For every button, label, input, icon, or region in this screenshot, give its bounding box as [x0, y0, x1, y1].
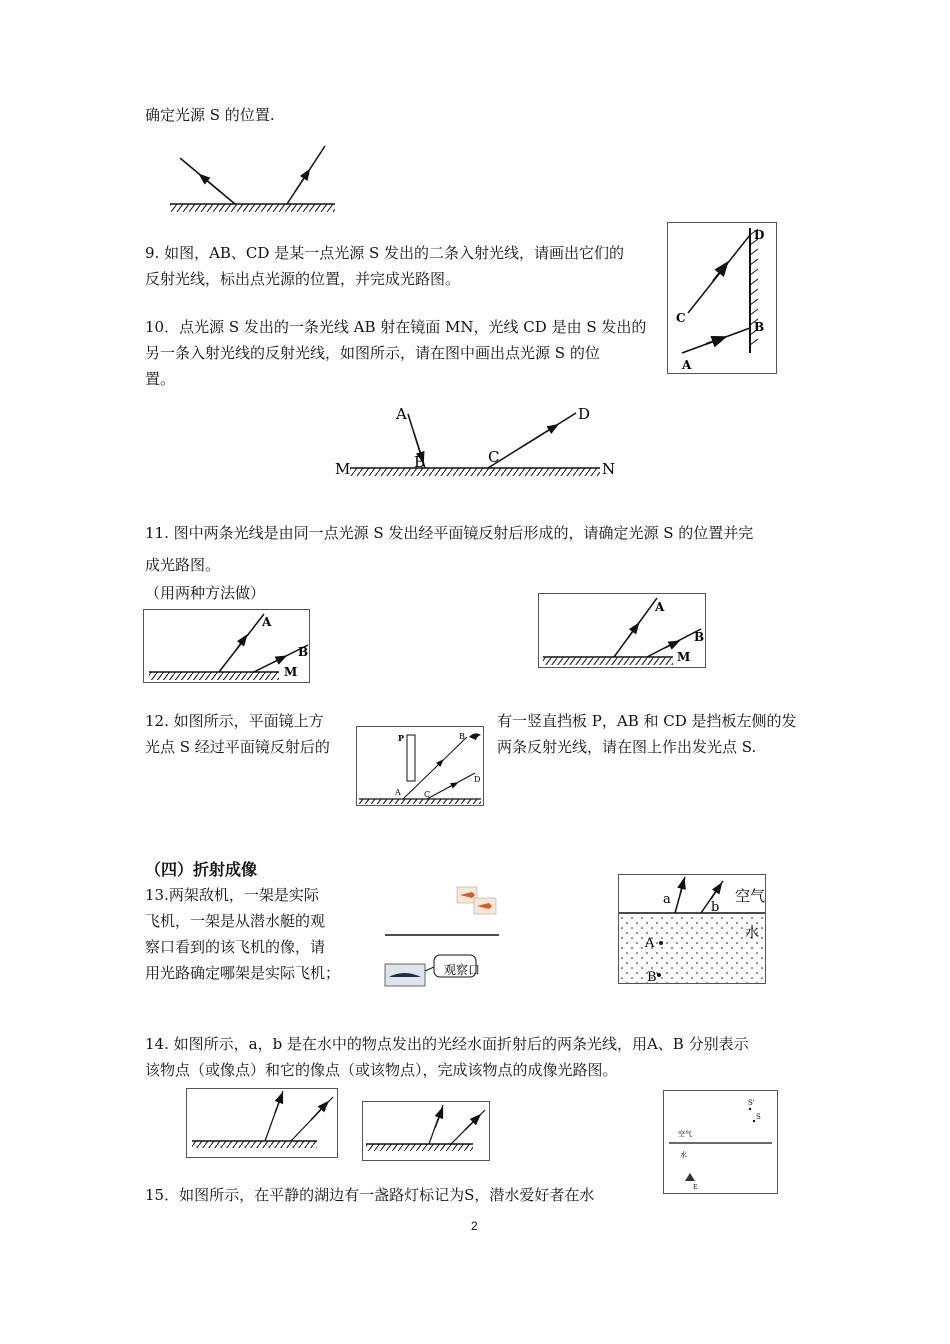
q12-line2a: 光点 S 经过平面镜反射后的	[145, 738, 330, 756]
q10-line3: 置。	[145, 370, 176, 388]
q12-line2b: 两条反射光线，请在图上作出发光点 S.	[497, 738, 757, 756]
q15-line1: 15．如图所示，在平静的湖边有一盏路灯标记为S，潜水爱好者在水	[145, 1186, 595, 1204]
q15-label-water: 水	[680, 1151, 687, 1159]
q11-f1-label-b: B	[298, 645, 309, 659]
q13-label-A: A	[645, 936, 655, 951]
eye-icon	[469, 733, 481, 740]
q13-plane-figure	[382, 885, 507, 990]
q11-f1-label-m: M	[284, 665, 298, 679]
mirror-rays-figure	[165, 140, 340, 215]
q11-line1: 11. 图中两条光线是由同一点光源 S 发出经平面镜反射后形成的，请确定光源 S 的位置并完	[145, 524, 754, 542]
q14-figure-1	[186, 1088, 338, 1158]
q9-line2: 反射光线，标出点光源的位置，并完成光路图。	[145, 270, 461, 288]
q11-f2-label-m: M	[677, 650, 691, 664]
q12-label-b: B	[459, 732, 465, 741]
q15-label-s-prime: S'	[748, 1099, 755, 1107]
q12-label-c: C	[424, 790, 431, 799]
q10-label-m: M	[335, 460, 351, 478]
q12-figure	[356, 726, 484, 806]
q12-label-d: D	[474, 775, 481, 784]
q11-f2-label-a: A	[655, 600, 665, 614]
q12-line1a: 12. 如图所示，平面镜上方	[145, 712, 324, 730]
q9-label-c: C	[676, 311, 686, 325]
q9-label-d: D	[754, 228, 765, 242]
intro-text: 确定光源 S 的位置.	[145, 106, 275, 124]
section-heading: （四）折射成像	[145, 860, 258, 879]
q13-line4: 用光路确定哪架是实际飞机；	[145, 964, 341, 982]
q10-label-c: C	[488, 448, 500, 466]
q12-label-p: P	[398, 733, 405, 743]
q12-line1b: 有一竖直挡板 P，AB 和 CD 是挡板左侧的发	[497, 712, 797, 730]
q13-label-b-small: b	[711, 900, 720, 915]
q13-line3: 察口看到的该飞机的像，请	[145, 938, 326, 956]
q14-line2: 该物点（或像点）和它的像点（或该物点），完成该物点的成像光路图。	[145, 1061, 618, 1079]
q15-label-s: S	[756, 1113, 761, 1121]
q10-label-a: A	[396, 405, 407, 423]
q13-label-a-small: a	[663, 892, 671, 907]
q11-figure-2	[538, 593, 706, 668]
q13-callout: 观察口	[444, 963, 481, 977]
q9-label-b: B	[754, 320, 765, 334]
diver-icon	[685, 1173, 695, 1181]
q9-line1: 9. 如图，AB、CD 是某一点光源 S 发出的二条入射光线，请画出它们的	[145, 244, 625, 262]
q15-label-e: E	[693, 1184, 698, 1191]
page-number: 2	[471, 1219, 478, 1233]
q15-label-air: 空气	[678, 1130, 692, 1138]
q10-line1: 10．点光源 S 发出的一条光线 AB 射在镜面 MN，光线 CD 是由 S 发出的	[145, 318, 647, 336]
q14-line1: 14. 如图所示，a，b 是在水中的物点发出的光经水面折射后的两条光线，用A、B 分别表示	[145, 1035, 749, 1053]
q10-figure	[330, 400, 620, 485]
q11-line2: 成光路图。	[145, 556, 221, 574]
q10-label-n: N	[602, 460, 616, 478]
q13-label-water: 水	[745, 925, 759, 941]
q13-label-air: 空气	[735, 887, 765, 905]
q13-refraction-figure	[618, 874, 766, 984]
q15-figure	[663, 1090, 778, 1194]
q11-figure-1	[143, 609, 310, 683]
q12-label-a: A	[395, 788, 401, 797]
q14-figure-2	[362, 1101, 490, 1161]
q10-label-d: D	[578, 405, 591, 423]
q11-line3: （用两种方法做）	[145, 584, 266, 602]
q10-label-b: B	[414, 453, 426, 471]
q13-line1: 13.两架敌机，一架是实际	[145, 886, 319, 904]
q11-f2-label-b: B	[694, 630, 705, 644]
q10-line2: 另一条入射光线的反射光线，如图所示，请在图中画出点光源 S 的位	[145, 344, 600, 362]
q11-f1-label-a: A	[262, 615, 272, 629]
q13-line2: 飞机，一架是从潜水艇的观	[145, 912, 326, 930]
q9-figure	[667, 222, 777, 374]
q13-label-B: B	[647, 970, 657, 983]
q9-label-a: A	[682, 358, 692, 372]
